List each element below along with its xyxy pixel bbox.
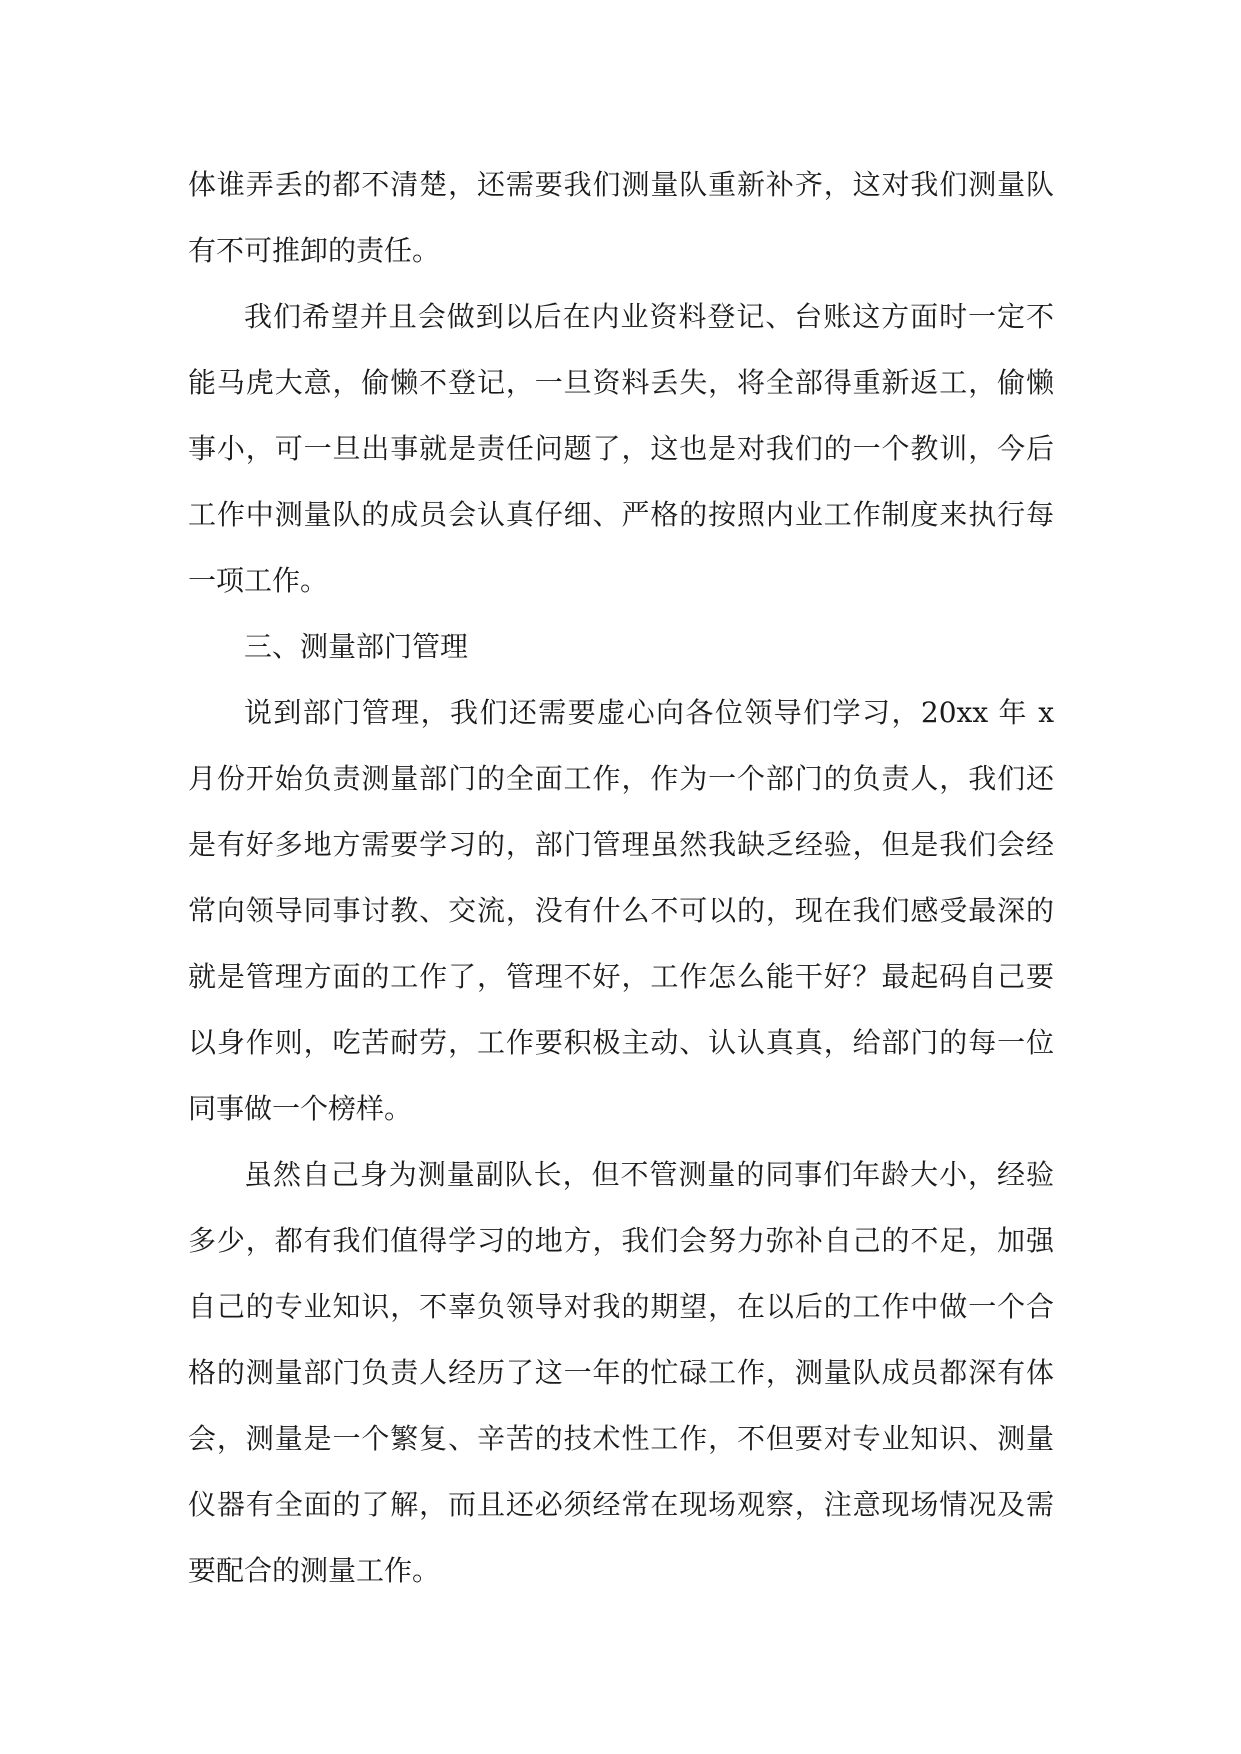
- section-heading: [188, 614, 1054, 680]
- text-line: 会，测量是一个繁复、辛苦的技术性工作，不但要对专业知识、测量: [188, 1422, 1054, 1455]
- text-line: 同事做一个榜样。: [188, 1092, 413, 1125]
- paragraph-deputy: [188, 1142, 1054, 1604]
- heading-text: 三、测量部门管理: [244, 630, 469, 663]
- text-line: 是有好多地方需要学习的，部门管理虽然我缺乏经验，但是我们会经: [188, 828, 1054, 861]
- text-line: 能马虎大意，偷懒不登记，一旦资料丢失，将全部得重新返工，偷懒: [188, 366, 1054, 399]
- text-line: 说到部门管理，我们还需要虚心向各位领导们学习，20xx 年 x: [244, 696, 1054, 729]
- text-line: 以身作则，吃苦耐劳，工作要积极主动、认认真真，给部门的每一位: [188, 1026, 1054, 1059]
- text-line: 一项工作。: [188, 564, 329, 597]
- document-body: [188, 152, 1054, 1604]
- text-line: 有不可推卸的责任。: [188, 234, 441, 267]
- text-line: 体谁弄丢的都不清楚，还需要我们测量队重新补齐，这对我们测量队: [188, 168, 1054, 201]
- text-line: 虽然自己身为测量副队长，但不管测量的同事们年龄大小，经验: [244, 1158, 1054, 1191]
- text-line: 要配合的测量工作。: [188, 1554, 441, 1587]
- text-line: 我们希望并且会做到以后在内业资料登记、台账这方面时一定不: [244, 300, 1054, 333]
- text-line: 就是管理方面的工作了，管理不好，工作怎么能干好？最起码自己要: [188, 960, 1054, 993]
- text-line: 事小，可一旦出事就是责任问题了，这也是对我们的一个教训，今后: [188, 432, 1054, 465]
- text-line: 月份开始负责测量部门的全面工作，作为一个部门的负责人，我们还: [188, 762, 1054, 795]
- paragraph-records: [188, 284, 1054, 614]
- text-line: 多少，都有我们值得学习的地方，我们会努力弥补自己的不足，加强: [188, 1224, 1054, 1257]
- paragraph-management: [188, 680, 1054, 1142]
- text-line: 工作中测量队的成员会认真仔细、严格的按照内业工作制度来执行每: [188, 498, 1054, 531]
- paragraph-continuation: [188, 152, 1054, 284]
- text-line: 格的测量部门负责人经历了这一年的忙碌工作，测量队成员都深有体: [188, 1356, 1054, 1389]
- text-line: 常向领导同事讨教、交流，没有什么不可以的，现在我们感受最深的: [188, 894, 1054, 927]
- text-line: 仪器有全面的了解，而且还必须经常在现场观察，注意现场情况及需: [188, 1488, 1054, 1521]
- text-line: 自己的专业知识，不辜负领导对我的期望，在以后的工作中做一个合: [188, 1290, 1054, 1323]
